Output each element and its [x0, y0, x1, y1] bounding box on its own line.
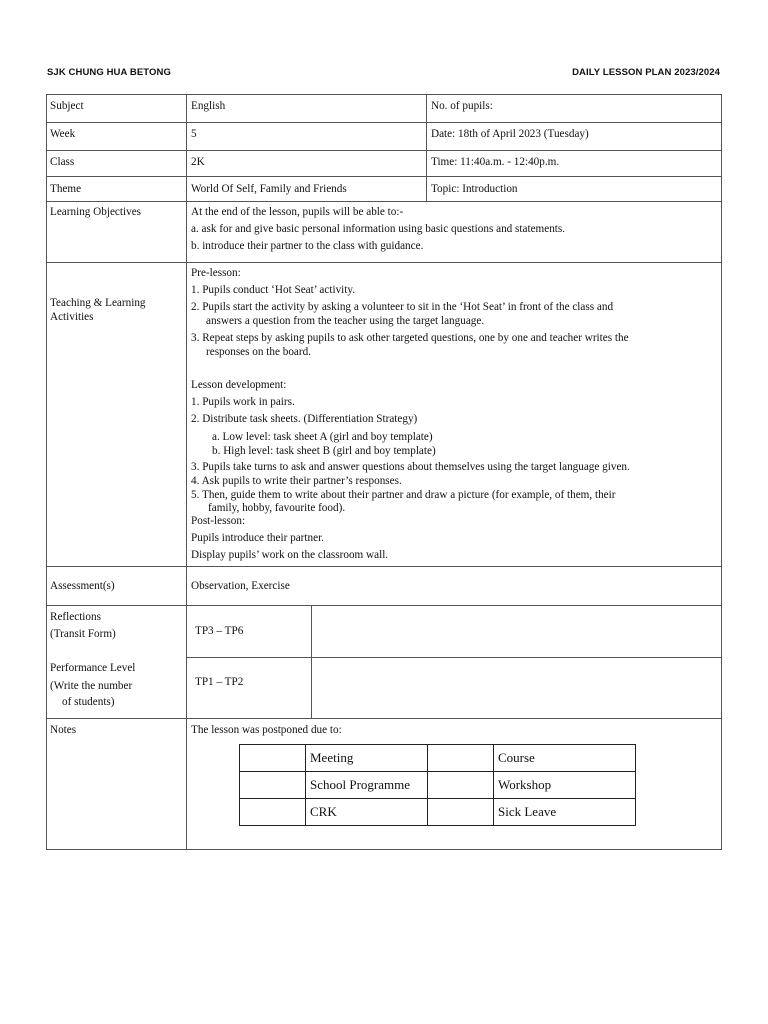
transit-form-label: (Transit Form)	[50, 628, 116, 640]
rule	[46, 201, 722, 202]
reason-school-programme: School Programme	[306, 772, 428, 799]
reason-workshop: Workshop	[494, 772, 636, 799]
development-step: 5. Then, guide them to write about their partner and draw a picture (for example, of them, their	[191, 489, 616, 501]
reason-meeting: Meeting	[306, 745, 428, 772]
pre-lesson-step-cont: answers a question from the teacher using the target language.	[206, 315, 485, 327]
theme-label: Theme	[50, 183, 82, 195]
checkbox-cell-workshop[interactable]	[428, 772, 494, 799]
rule	[186, 94, 187, 850]
checkbox-cell-meeting[interactable]	[240, 745, 306, 772]
development-substep: b. High level: task sheet B (girl and boy template)	[212, 445, 436, 457]
rule	[46, 718, 722, 719]
table-row	[240, 799, 636, 826]
development-heading: Lesson development:	[191, 379, 287, 391]
notes-intro: The lesson was postponed due to:	[191, 724, 342, 736]
assessment-label: Assessment(s)	[50, 580, 115, 592]
rule	[46, 566, 722, 567]
activities-label-line2: Activities	[50, 311, 94, 323]
tp-low-label: TP1 – TP2	[195, 676, 244, 688]
post-lesson-step: Pupils introduce their partner.	[191, 532, 324, 544]
pre-lesson-step: 3. Repeat steps by asking pupils to ask other targeted questions, one by one and teacher writes the	[191, 332, 629, 344]
activities-label-line1: Teaching & Learning	[50, 297, 146, 309]
rule	[46, 122, 722, 123]
class-value: 2K	[191, 156, 205, 168]
week-label: Week	[50, 128, 76, 140]
post-lesson-heading: Post-lesson:	[191, 515, 246, 527]
pre-lesson-step-cont: responses on the board.	[206, 346, 312, 358]
subject-value: English	[191, 100, 226, 112]
tp-high-label: TP3 – TP6	[195, 625, 244, 637]
rule	[46, 150, 722, 151]
objective-item: b. introduce their partner to the class with guidance.	[191, 240, 424, 252]
development-step: 2. Distribute task sheets. (Differentiation Strategy)	[191, 413, 418, 425]
plan-title: DAILY LESSON PLAN 2023/2024	[572, 67, 720, 78]
rule	[46, 262, 722, 263]
rule	[721, 94, 722, 850]
pre-lesson-heading: Pre-lesson:	[191, 267, 241, 279]
class-label: Class	[50, 156, 75, 168]
notes-label: Notes	[50, 724, 77, 736]
table-row	[240, 772, 636, 799]
checkbox-cell-crk[interactable]	[240, 799, 306, 826]
rule	[46, 605, 722, 606]
students-count-label: (Write the number	[50, 680, 133, 692]
reflections-label: Reflections	[50, 611, 101, 623]
checkbox-cell-school-programme[interactable]	[240, 772, 306, 799]
rule	[311, 605, 312, 718]
objectives-label: Learning Objectives	[50, 206, 142, 218]
pupils-label: No. of pupils:	[431, 100, 493, 112]
development-step: 1. Pupils work in pairs.	[191, 396, 295, 408]
subject-label: Subject	[50, 100, 84, 112]
school-name: SJK CHUNG HUA BETONG	[47, 67, 171, 78]
checkbox-cell-sick-leave[interactable]	[428, 799, 494, 826]
development-substep: a. Low level: task sheet A (girl and boy template)	[212, 431, 433, 443]
rule	[46, 94, 47, 850]
table-row	[240, 745, 636, 772]
date-label: Date: 18th of April 2023 (Tuesday)	[431, 128, 589, 140]
rule	[46, 176, 722, 177]
objective-item: a. ask for and give basic personal information using basic questions and statements.	[191, 223, 566, 235]
topic-label: Topic: Introduction	[431, 183, 518, 195]
lesson-plan-table	[46, 94, 722, 850]
development-step: 4. Ask pupils to write their partner’s responses.	[191, 475, 402, 487]
performance-level-label: Performance Level	[50, 662, 136, 674]
reason-crk: CRK	[306, 799, 428, 826]
assessment-value: Observation, Exercise	[191, 580, 290, 592]
rule	[46, 849, 722, 850]
reason-course: Course	[494, 745, 636, 772]
development-step-cont: family, hobby, favourite food).	[208, 502, 346, 514]
objectives-intro: At the end of the lesson, pupils will be able to:-	[191, 206, 404, 218]
development-step: 3. Pupils take turns to ask and answer questions about themselves using the target language given.	[191, 461, 630, 473]
time-label: Time: 11:40a.m. - 12:40p.m.	[431, 156, 560, 168]
postpone-reasons-table	[239, 744, 636, 826]
pre-lesson-step: 2. Pupils start the activity by asking a volunteer to sit in the ‘Hot Seat’ in front of the class and	[191, 301, 614, 313]
reason-sick-leave: Sick Leave	[494, 799, 636, 826]
pre-lesson-step: 1. Pupils conduct ‘Hot Seat’ activity.	[191, 284, 356, 296]
rule	[186, 657, 722, 658]
students-count-label-cont: of students)	[62, 696, 115, 708]
rule	[426, 94, 427, 202]
theme-value: World Of Self, Family and Friends	[191, 183, 347, 195]
post-lesson-step: Display pupils’ work on the classroom wall.	[191, 549, 389, 561]
rule	[46, 94, 722, 95]
week-value: 5	[191, 128, 197, 140]
checkbox-cell-course[interactable]	[428, 745, 494, 772]
